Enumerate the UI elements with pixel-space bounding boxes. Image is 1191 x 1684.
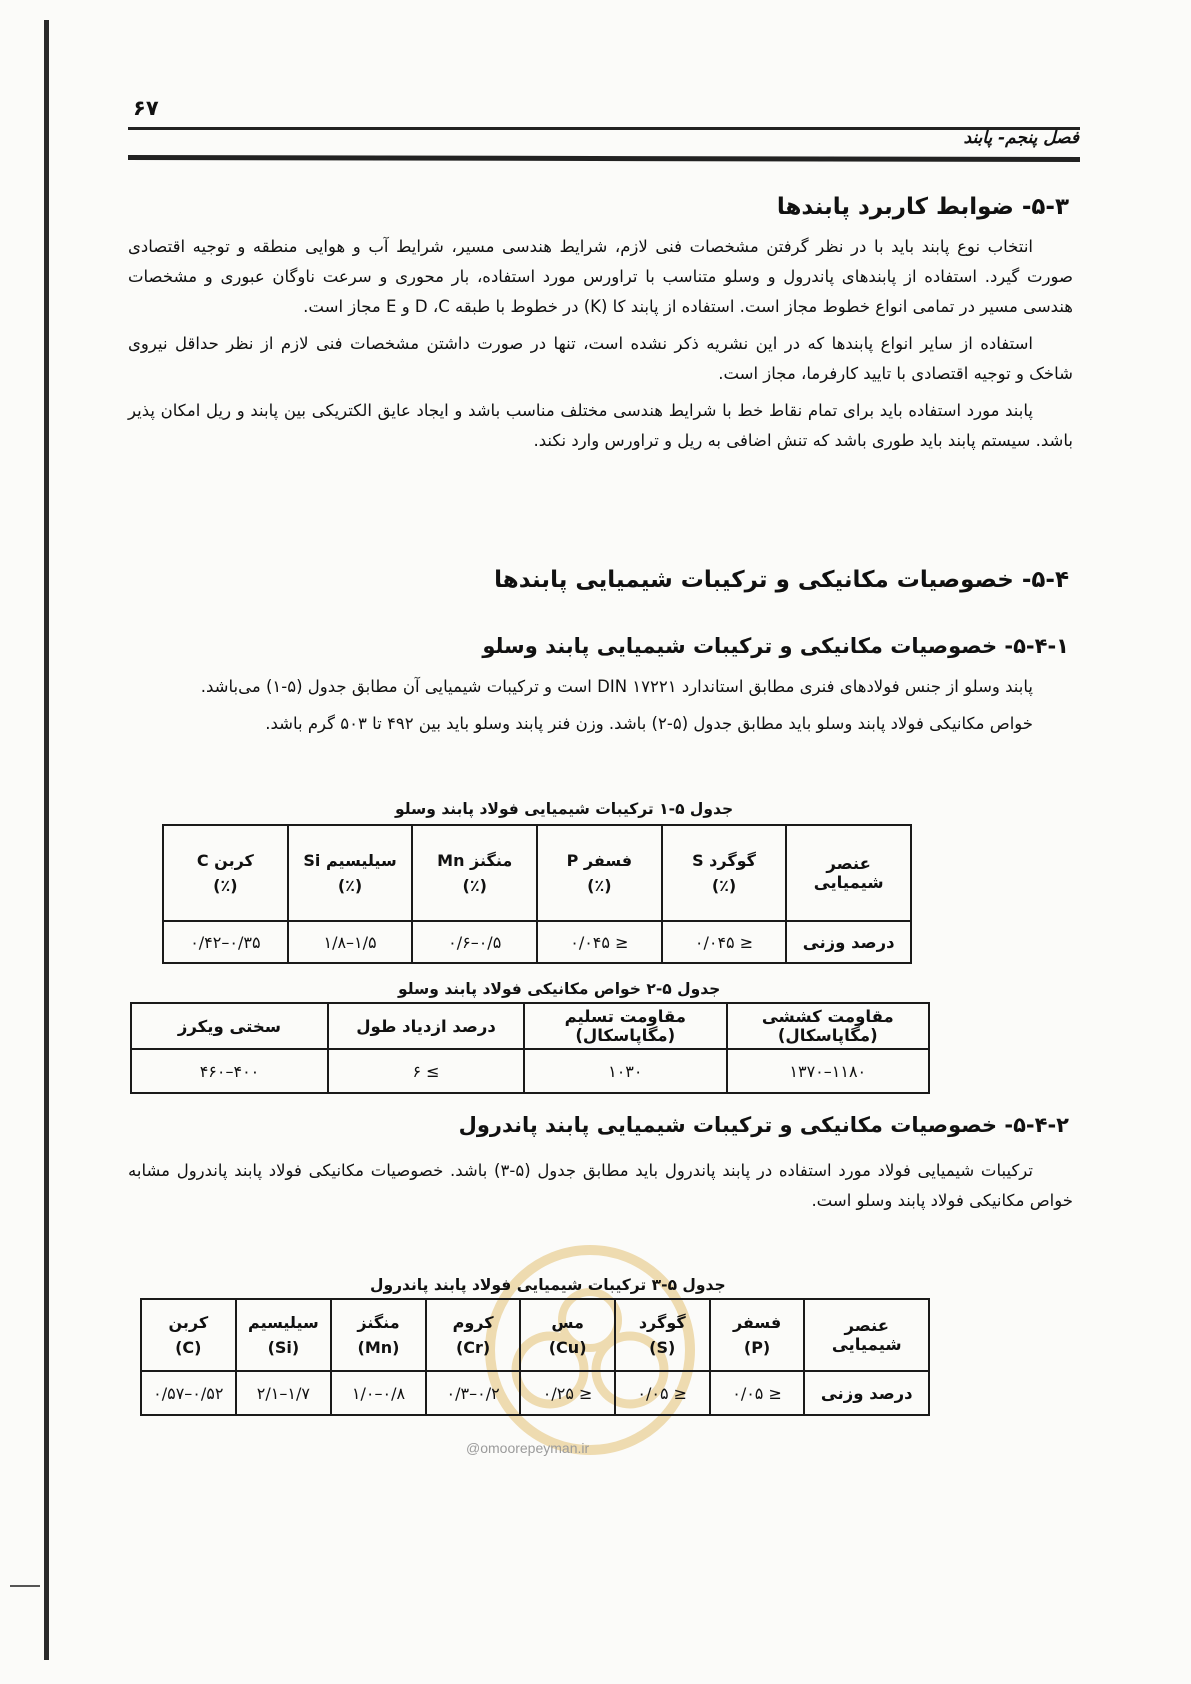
paragraph: ترکیبات شیمیایی فولاد مورد استفاده در پابند پاندرول باید مطابق جدول (۵-۳) باشد. خصوصیات مکانیکی فولاد پابند پاندرول مشابه خواص مکانیکی فولاد پابند وسلو است. bbox=[128, 1161, 1073, 1210]
table-row-header: عنصر شیمیایی bbox=[786, 825, 911, 921]
section-5-4-2-body bbox=[128, 1156, 1073, 1223]
table-header-cell: سختی ویکرز bbox=[131, 1003, 328, 1049]
table-row-header: درصد وزنی bbox=[786, 921, 911, 963]
paragraph: پابند مورد استفاده باید برای تمام نقاط خط با شرایط هندسی مختلف مناسب باشد و ایجاد عایق الکتریکی بین پابند و ریل امکان پذیر باشد. سیستم پابند باید طوری باشد که تنش اضافی به ریل و تراورس وارد نکند. bbox=[128, 401, 1073, 450]
table-row bbox=[163, 825, 911, 921]
table-cell: ≥ ۶ bbox=[328, 1049, 524, 1093]
table-cell: ≤ ۰/۰۴۵ bbox=[662, 921, 787, 963]
table-cell: ۰/۵۲–۰/۵۷ bbox=[141, 1371, 236, 1415]
table-1 bbox=[162, 824, 912, 964]
page-edge-mark bbox=[10, 1585, 40, 1587]
table-row-header: عنصر شیمیایی bbox=[804, 1299, 929, 1371]
header-rule bbox=[128, 127, 1080, 130]
chapter-title: فصل پنجم- پابند bbox=[963, 128, 1079, 148]
table-row bbox=[141, 1299, 929, 1371]
table-cell: سیلیسیم Si (٪) bbox=[288, 825, 413, 921]
table-cell: منگنز Mn (٪) bbox=[412, 825, 537, 921]
table-cell: سیلیسیم (Si) bbox=[236, 1299, 332, 1371]
table-cell: فسفر P (٪) bbox=[537, 825, 662, 921]
section-5-4-heading: ۵-۴- خصوصیات مکانیکی و ترکیبات شیمیایی پابندها bbox=[494, 567, 1069, 593]
table-cell: ≤ ۰/۲۵ bbox=[520, 1371, 614, 1415]
table-cell: گوگرد (S) bbox=[615, 1299, 710, 1371]
page-binding-line bbox=[44, 20, 49, 1660]
paragraph: خواص مکانیکی فولاد پابند وسلو باید مطابق جدول (۵-۲) باشد. وزن فنر پابند وسلو باید بین ۴۹۲ تا ۵۰۳ گرم باشد. bbox=[265, 714, 1033, 733]
table-cell: ۰/۸–۱/۰ bbox=[331, 1371, 426, 1415]
table-1-caption: جدول ۵-۱ ترکیبات شیمیایی فولاد پابند وسلو bbox=[395, 800, 734, 818]
table-header-cell: درصد ازدیاد طول bbox=[328, 1003, 524, 1049]
table-cell: ۱۰۳۰ bbox=[524, 1049, 726, 1093]
page-number: ۶۷ bbox=[133, 96, 159, 120]
section-5-3-heading: ۵-۳- ضوابط کاربرد پابندها bbox=[776, 194, 1069, 220]
table-cell: گوگرد S (٪) bbox=[662, 825, 787, 921]
section-5-4-1-body bbox=[128, 672, 1073, 746]
table-3-caption: جدول ۵-۳ ترکیبات شیمیایی فولاد پابند پاندرول bbox=[370, 1276, 726, 1294]
section-5-3-body bbox=[128, 232, 1073, 463]
table-header-cell: مقاومت کششی (مگاپاسکال) bbox=[727, 1003, 929, 1049]
table-cell: ۱۱۸۰–۱۳۷۰ bbox=[727, 1049, 929, 1093]
table-cell: ≤ ۰/۰۵ bbox=[615, 1371, 710, 1415]
table-cell: مس (Cu) bbox=[520, 1299, 614, 1371]
table-header-cell: مقاومت تسلیم (مگاپاسکال) bbox=[524, 1003, 726, 1049]
table-cell: ۴۰۰–۴۶۰ bbox=[131, 1049, 328, 1093]
paragraph: استفاده از سایر انواع پابندها که در این نشریه ذکر نشده است، تنها در صورت داشتن مشخصات فنی لازم از نظر حداقل نیروی شاخک و توجیه اقتصادی با تایید کارفرما، مجاز است. bbox=[128, 334, 1073, 383]
table-cell: کربن C (٪) bbox=[163, 825, 288, 921]
table-cell: ≤ ۰/۰۴۵ bbox=[537, 921, 662, 963]
table-cell: ۰/۵–۰/۶ bbox=[412, 921, 537, 963]
table-2-caption: جدول ۵-۲ خواص مکانیکی فولاد پابند وسلو bbox=[398, 980, 721, 998]
header-rule-thick bbox=[128, 155, 1080, 162]
paragraph: پابند وسلو از جنس فولادهای فنری مطابق استاندارد DIN ۱۷۲۲۱ است و ترکیبات شیمیایی آن مطابق جدول (۵-۱) می‌باشد. bbox=[200, 677, 1033, 696]
table-cell: ۱/۷–۲/۱ bbox=[236, 1371, 332, 1415]
table-cell: کروم (Cr) bbox=[426, 1299, 521, 1371]
watermark-url: @omoorepeyman.ir bbox=[466, 1440, 590, 1456]
table-cell: ۰/۳۵–۰/۴۲ bbox=[163, 921, 288, 963]
table-row bbox=[141, 1371, 929, 1415]
table-row bbox=[131, 1003, 929, 1049]
table-row-header: درصد وزنی bbox=[804, 1371, 929, 1415]
table-2 bbox=[130, 1002, 930, 1094]
table-cell: کربن (C) bbox=[141, 1299, 236, 1371]
paragraph: انتخاب نوع پابند باید با در نظر گرفتن مشخصات فنی لازم، شرایط هندسی مسیر، شرایط آب و هوایی منطقه و توجیه اقتصادی صورت گیرد. استفاده از پابندهای پاندرول و وسلو متناسب با تراورس مورد استفاده، بار محوری و سرعت ناوگان عبوری و مشخصات هندسی مسیر در تمامی انواع خطوط مجاز است. استفاده از پابند کا (K) در خطوط با طبقه D ،C و E مجاز است. bbox=[128, 237, 1073, 316]
table-cell: ۱/۵–۱/۸ bbox=[288, 921, 413, 963]
section-5-4-1-heading: ۵-۴-۱- خصوصیات مکانیکی و ترکیبات شیمیایی پابند وسلو bbox=[482, 634, 1069, 658]
table-cell: منگنز (Mn) bbox=[331, 1299, 426, 1371]
section-5-4-2-heading: ۵-۴-۲- خصوصیات مکانیکی و ترکیبات شیمیایی پابند پاندرول bbox=[458, 1113, 1069, 1137]
table-cell: ≤ ۰/۰۵ bbox=[710, 1371, 805, 1415]
table-row bbox=[163, 921, 911, 963]
table-row bbox=[131, 1049, 929, 1093]
table-3 bbox=[140, 1298, 930, 1416]
table-cell: ۰/۲–۰/۳ bbox=[426, 1371, 521, 1415]
table-cell: فسفر (P) bbox=[710, 1299, 805, 1371]
